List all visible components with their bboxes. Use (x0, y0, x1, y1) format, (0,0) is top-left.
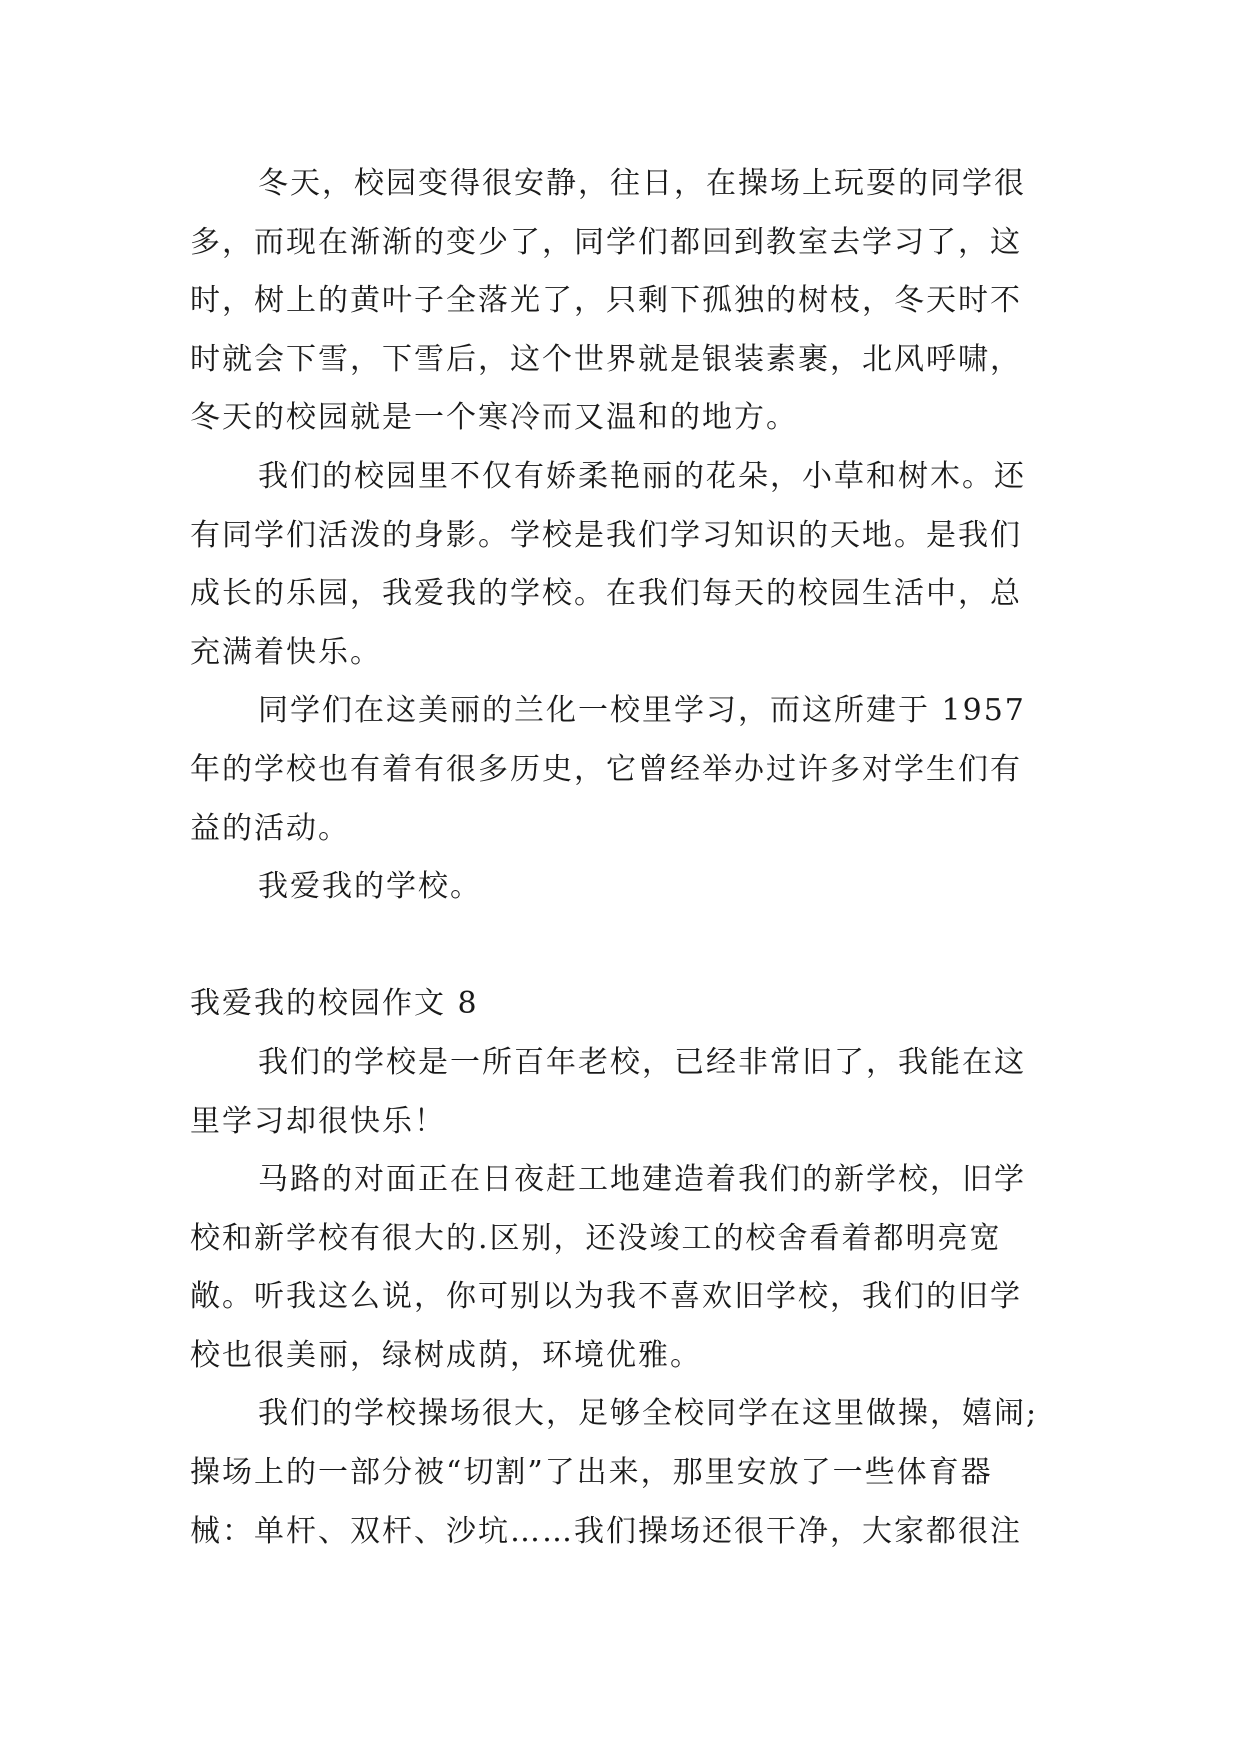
paragraph-line: 我们的学校是一所百年老校，已经非常旧了，我能在这 (258, 1044, 1026, 1080)
paragraph-line: 冬天，校园变得很安静，往日，在操场上玩耍的同学很 (258, 166, 1026, 201)
section-heading: 我爱我的校园作文 8 (190, 986, 479, 1022)
paragraph-line: 我们的校园里不仅有娇柔艳丽的花朵，小草和树木。还 (258, 458, 1026, 494)
paragraph-line: 成长的乐园，我爱我的学校。在我们每天的校园生活中，总 (190, 576, 1022, 612)
paragraph-line: 我爱我的学校。 (258, 869, 482, 905)
paragraph-line: 校也很美丽，绿树成荫，环境优雅。 (190, 1337, 702, 1373)
blank-line (190, 917, 1050, 976)
paragraph-line: 敞。听我这么说，你可别以为我不喜欢旧学校，我们的旧学 (190, 1279, 1022, 1315)
paragraph-line: 年的学校也有着有很多历史，它曾经举办过许多对学生们有 (190, 751, 1022, 787)
paragraph-line: 里学习却很快乐！ (190, 1103, 446, 1139)
paragraph-line: 时就会下雪，下雪后，这个世界就是银装素裹，北风呼啸， (190, 341, 1022, 377)
paragraph-line: 有同学们活泼的身影。学校是我们学习知识的天地。是我们 (190, 517, 1022, 553)
paragraph-line: 我们的学校操场很大，足够全校同学在这里做操，嬉闹; (258, 1396, 1039, 1432)
paragraph-line: 冬天的校园就是一个寒冷而又温和的地方。 (190, 400, 798, 436)
paragraph-line: 时，树上的黄叶子全落光了，只剩下孤独的树枝，冬天时不 (190, 283, 1022, 319)
paragraph-line: 校和新学校有很大的.区别，还没竣工的校舍看着都明亮宽 (190, 1220, 1002, 1256)
paragraph-line: 械：单杆、双杆、沙坑……我们操场还很干净，大家都很注 (190, 1513, 1022, 1549)
paragraph-line: 多，而现在渐渐的变少了，同学们都回到教室去学习了，这 (190, 224, 1022, 260)
paragraph-line: 操场上的一部分被“切割”了出来，那里安放了一些体育器 (190, 1455, 993, 1491)
paragraph-line: 益的活动。 (190, 810, 350, 846)
paragraph-line: 充满着快乐。 (190, 634, 382, 670)
document-body (190, 155, 1050, 1561)
paragraph-line: 同学们在这美丽的兰化一校里学习，而这所建于 1957 (258, 693, 1026, 729)
paragraph-line: 马路的对面正在日夜赶工地建造着我们的新学校，旧学 (258, 1162, 1026, 1198)
